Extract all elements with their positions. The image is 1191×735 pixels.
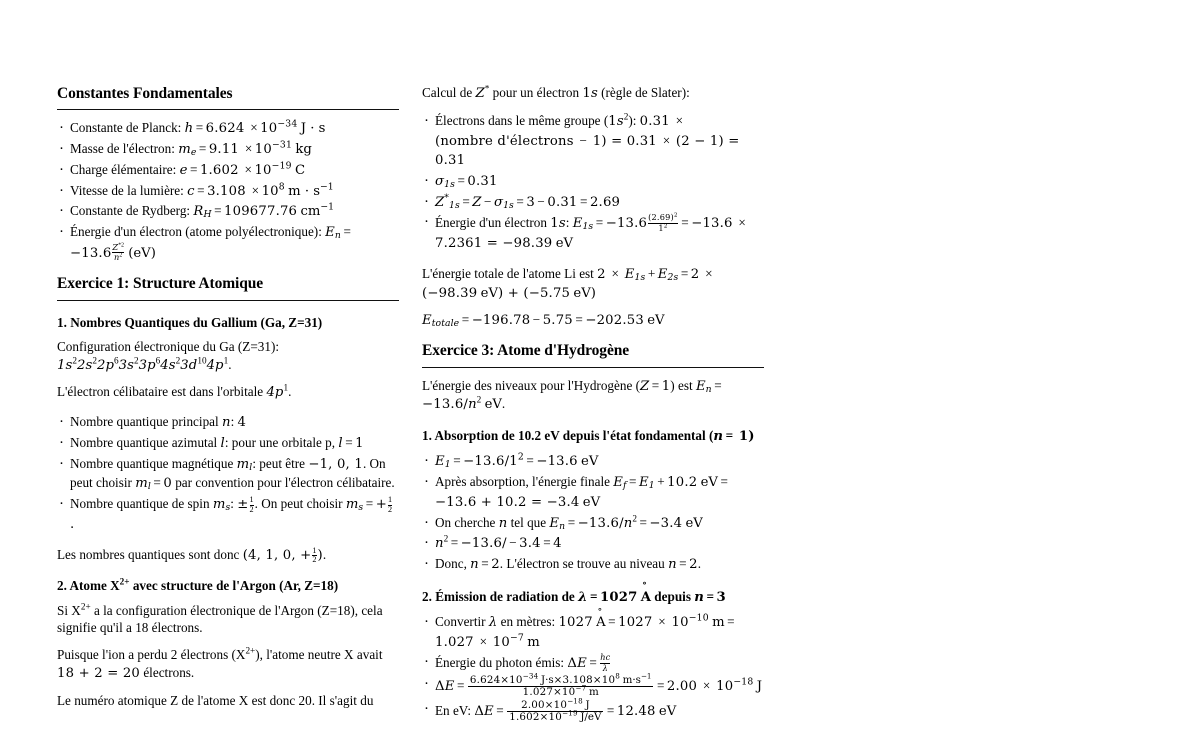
list-item-magnetic-quantum-number: · Nombre quantique magnétique $m_l$: peut être −1, 0, 1. On peut choisir $m_l = 0$ par convention pour l'électron célibataire. <box>57 455 399 494</box>
quantum-numbers-conclusion: Les nombres quantiques sont donc (4, 1, 0, + $\frac{1}{2}$ ). <box>57 545 327 565</box>
gallium-configuration: Configuration électronique du Ga (Z=31): $1s^22s^22p^63s^23p^64s^23d^{10}4p^1$. <box>57 338 280 373</box>
list-item-photon-energy-ev: · En eV: ΔE = $\frac{2.00\times 10^{-18} J}{1.602\times 10^{-19} J/eV}$ = 12.48 eV <box>422 700 764 724</box>
list-item-electron-energy: · Énergie d'un électron (atome polyélectronique): $E_n$ = −13.6 $\frac{Z^{*2}}{n^2}$ (eV) <box>57 223 399 263</box>
quantum-numbers-list <box>57 413 399 534</box>
lithium-total-energy: L'énergie totale de l'atome Li est $2 \times E_{1s} + E_{2s} = 2$ × (−98.39 eV) + (−5.75 eV) <box>422 265 713 301</box>
list-item-solve-for-n: · On cherche n tel que $E_n = -13.6/n^2 = -3.4$ eV <box>422 514 764 534</box>
argon-structure-p3: Le numéro atomique Z de l'atome X est donc 20. Il s'agit du <box>57 692 374 708</box>
constants-heading: Constantes Fondamentales <box>57 85 233 102</box>
list-item-final-energy: · Après absorption, l'énergie finale $E_f = E_1 + 10.2$ eV = −13.6 + 10.2 = −3.4 eV <box>422 473 764 512</box>
list-item-energy-1s: · Énergie d'un électron 1s: $E_{1s} = -13.6$ $\frac{(2.69)^2}{1^2}$ = −13.6 × 7.2361 = −98.39 eV <box>422 213 764 253</box>
list-item-zeff-1s: · $Z^*_{1s} = Z - \sigma_{1s} = 3 - 0.31 = 2.69$ <box>422 193 764 213</box>
heading-divider <box>57 109 399 110</box>
lithium-total-energy-result: $E_{totale} = -196.78 - 5.75 = -202.53$ eV <box>422 312 665 330</box>
hydrogen-q1-steps-list <box>422 452 764 574</box>
exercise1-heading: Exercice 1: Structure Atomique <box>57 275 264 293</box>
argon-structure-p1: Si $X^{2+}$ a la configuration électronique de l'Argon (Z=18), cela signifie qu'il a 18 électrons. <box>57 601 383 636</box>
argon-structure-p2: Puisque l'ion a perdu 2 électrons $(X^{2+})$, l'atome neutre X avait 18 + 2 = 20 électrons. <box>57 645 383 682</box>
hydrogen-q2-steps-list <box>422 613 764 724</box>
slater-intro: Calcul de Z* pour un électron 1s (règle de Slater): <box>422 83 690 101</box>
list-item-speed-of-light: · Vitesse de la lumière: $c = 3.108 \times 10^8$ $m \cdot s^{-1}$ <box>57 182 399 202</box>
left-column <box>57 84 399 721</box>
list-item-rydberg-constant: · Constante de Rydberg: $R_H = 109677.76$ $cm^{-1}$ <box>57 202 399 222</box>
list-item-planck-constant: · Constante de Planck: $h = 6.624 \times 10^{-34}$ J · s <box>57 119 399 139</box>
list-item-convert-wavelength: · Convertir λ en mètres: 1027 ˚ $A = 1027 \times 10^{-10}$ m = $1.027 \times 10^{-7}$ m <box>422 613 764 652</box>
list-item-same-group-electrons: · Électrons dans le même groupe $(1s^2)$: 0.31 × (nombre d'électrons − 1) = 0.31 × (2 − 1) = 0.31 <box>422 112 764 171</box>
list-item-photon-energy-formula: · Énergie du photon émis: ΔE = $\frac{hc}{\lambda}$ <box>422 653 764 674</box>
hydrogen-q2-heading: 2. Émission de radiation de λ = 1027 ˚ A depuis n = 3 <box>422 588 764 606</box>
list-item-azimuthal-quantum-number: · Nombre quantique azimutal l: pour une orbitale p, l = 1 <box>57 434 399 454</box>
single-electron-orbital: L'électron célibataire est dans l'orbitale $4p^1$. <box>57 383 292 401</box>
slater-steps-list <box>422 112 764 254</box>
question1-heading: 1. Nombres Quantiques du Gallium (Ga, Z=31) <box>57 314 323 330</box>
heading-divider <box>57 300 399 301</box>
list-item-n-result: · Donc, n = 2. L'électron se trouve au niveau n = 2. <box>422 555 764 575</box>
list-item-electron-mass: · Masse de l'électron: $m_e = 9.11 \times 10^{-31}$ kg <box>57 140 399 160</box>
constants-list <box>57 119 399 263</box>
list-item-photon-energy-joules: · ΔE = $\frac{6.624\times 10^{-34} J\cdot s\times 3.108\times 10^8 m\cdot s^{-1}}{1.027\times 10^{-7} m}$ = $2.00 \times 10^{-18}$ J <box>422 675 764 699</box>
list-item-n-squared: · $n^2 = -13.6/ - 3.4 = 4$ <box>422 534 764 554</box>
list-item-sigma-1s: · $\sigma_{1s} = 0.31$ <box>422 172 764 192</box>
list-item-e1-value: · $E_1 = -13.6/1^2 = -13.6$ eV <box>422 452 764 472</box>
hydrogen-q1-heading: 1. Absorption de 10.2 eV depuis l'état fondamental (n = 1) <box>422 428 755 445</box>
config-intro: Configuration électronique du Ga (Z=31): <box>57 338 280 354</box>
question2-heading: 2. Atome $X^{2+}$ avec structure de l'Argon (Ar, Z=18) <box>57 577 339 594</box>
exercise3-heading: Exercice 3: Atome d'Hydrogène <box>422 342 630 360</box>
list-item-spin-quantum-number: · Nombre quantique de spin $m_s$: ± $\frac{1}{2}$ . On peut choisir $m_s$ = + $\frac{1}{2}$ . <box>57 495 399 534</box>
right-column <box>422 84 764 735</box>
list-item-elementary-charge: · Charge élémentaire: $e = 1.602 \times 10^{-19}$ C <box>57 161 399 181</box>
list-item-principal-quantum-number: · Nombre quantique principal n: 4 <box>57 413 399 433</box>
heading-divider <box>422 367 764 368</box>
hydrogen-energy-levels: L'énergie des niveaux pour l'Hydrogène (Z = 1) est $E_n$ = $-13.6/n^2$ eV. <box>422 377 722 413</box>
